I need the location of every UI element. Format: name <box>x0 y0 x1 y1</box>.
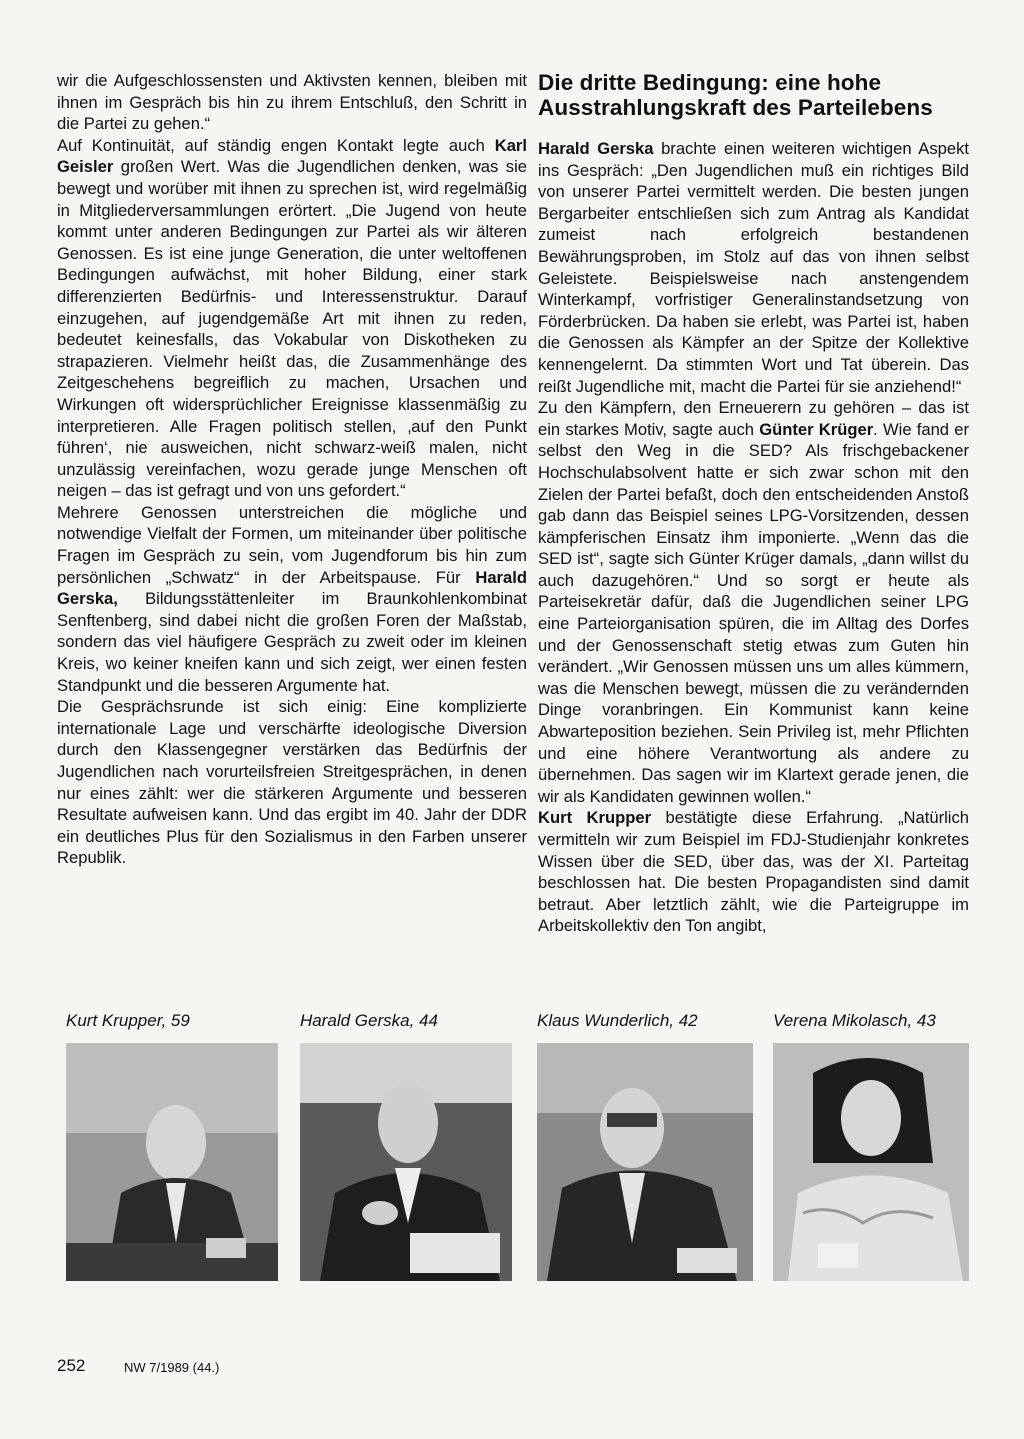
portrait-photo-1 <box>66 1043 278 1281</box>
left-column <box>57 70 527 869</box>
text-span: Auf Kontinuität, auf ständig engen Kontakt legte auch <box>57 135 495 155</box>
portrait-photo-icon <box>537 1043 753 1281</box>
left-paragraph-3 <box>57 502 527 696</box>
section-headline: Die dritte Bedingung: eine hohe Ausstrahlungskraft des Parteilebens <box>538 70 933 120</box>
left-paragraph-1: wir die Aufgeschlossensten und Aktivsten kennen, bleiben mit ihnen im Gespräch bis hin zu ihrem Entschluß, den Schritt in die Partei zu gehen.“ <box>57 71 527 134</box>
page-number: 252 <box>57 1356 86 1375</box>
person-name: Harald Gerska <box>538 139 654 158</box>
text-span: großen Wert. Was die Jugendlichen denken, was sie bewegt und worüber mit ihnen zu sprechen ist, wird regelmäßig in Mitgliederversammlungen erörtert. „Die Jugend von heute kommt unter anderen Bedingungen zur Partei als wir älteren Genossen. Es ist eine junge Generation, die unter weltoffenen Bedingungen aufwächst, mit hoher Bildung, einer stark differenzierten Bedürfnis- und Interessenstruktur. Darauf einzugehen, auf jugendgemäße Art mit ihnen zu reden, bedeutet keinesfalls, das Vokabular von Diskotheken zu strapazieren. Vielmehr heißt das, die Zusammenhänge des Zeitgeschehens begreiflich zu machen, Ursachen und Wirkungen oft widersprüchlicher Ereignisse klassenmäßig zu interpretieren. Alle Fragen politisch stellen, ‚auf den Punkt führen‘, nie ausweichen, nicht schwarz-weiß malen, nicht unzulässig vereinfachen, wozu gerade junge Menschen oft neigen – das ist gefragt und von uns gefordert.“ <box>57 157 527 501</box>
left-paragraph-2 <box>57 135 527 502</box>
text-span: brachte einen weiteren wichtigen Aspekt ins Gespräch: „Den Jugendlichen muß ein richtiges Bild von unserer Partei vermittelt werden. Die besten jungen Bergarbeiter entschließen sich zum Antrag als Kandidat zumeist nach erfolgreich bestandenen Bewährungsproben, im Stolz auf das von ihnen selbst Geleistete. Beispielsweise nach anstengendem Winterkampf, vorfristiger Generalinstandsetzung von Förderbrücken. Da haben sie erlebt, was Partei ist, haben die Genossen als Kämpfer an der Spitze der Kollektive kennengelernt. Da stimmten Wort und Tat überein. Das reißt Jugendliche mit, macht die Partei für sie anziehend!“ <box>538 139 969 396</box>
portrait-photo-icon <box>773 1043 969 1281</box>
person-name: Harald Gerska, <box>57 567 527 609</box>
text-span: Mehrere Genossen unterstreichen die mögliche und notwendige Vielfalt der Formen, um miteinander über politische Fragen im Gespräch zu sein, vom Jugendforum bis hin zum persönlichen „Schwatz“ in der Arbeitspause. Für <box>57 502 527 587</box>
text-span: bestätigte diese Erfahrung. „Natürlich vermitteln wir zum Beispiel im FDJ-Studienjahr konkretes Wissen über die SED, über das, was der XI. Parteitag beschlossen hat. Die besten Propagandisten sind damit betraut. Aber letztlich zählt, wie die Parteigruppe im Arbeitskollektiv den Ton angibt, <box>538 808 969 936</box>
right-column <box>538 70 969 937</box>
person-name: Karl Geisler <box>57 135 527 177</box>
text-span: Zu den Kämpfern, den Erneuerern zu gehören – das ist ein starkes Motiv, sagte auch <box>538 398 969 439</box>
issue-reference: NW 7/1989 (44.) <box>124 1360 220 1375</box>
right-paragraph-1 <box>538 138 969 397</box>
person-name: Kurt Krupper <box>538 808 652 828</box>
photo-caption-4: Verena Mikolasch, 43 <box>773 1011 936 1030</box>
portrait-photo-icon <box>300 1043 512 1281</box>
photo-caption-3: Klaus Wunderlich, 42 <box>537 1011 698 1030</box>
person-name: Günter Krüger <box>759 419 874 439</box>
photo-caption-1: Kurt Krupper, 59 <box>66 1011 190 1030</box>
left-paragraph-4: Die Gesprächsrunde ist sich einig: Eine komplizierte internationale Lage und verschärfte ideologische Diversion durch den Klassengegner verstärken das Bedürfnis der Jugendlichen nach vorurteilsfreien Streitgesprächen, in denen nur eines zählt: wer die stärkeren Argumente und besseren Resultate aufweisen kann. Und das ergibt im 40. Jahr der DDR ein deutliches Plus für den Sozialismus in den Farben unserer Republik. <box>57 697 527 868</box>
text-span: Bildungsstättenleiter im Braunkohlenkombinat Senftenberg, sind dabei nicht die großen Foren der Maßstab, sondern das viel häufigere Gespräch zu zweit oder im kleinen Kreis, wo keiner kneifen kann und sich zeigt, wer einen festen Standpunkt und die besseren Argumente hat. <box>57 589 527 695</box>
portrait-photo-3 <box>537 1043 753 1281</box>
right-paragraph-3 <box>538 807 969 937</box>
portrait-photo-2 <box>300 1043 512 1281</box>
right-paragraph-2 <box>538 397 969 807</box>
text-span: . Wie fand er selbst den Weg in die SED? Als frischgebackener Hochschulabsolvent hatte er sich zwar schon mit den Zielen der Partei befaßt, doch den entscheidenden Anstoß gab dann das Beispiel seines LPG-Vorsitzenden, dessen kämpferischen Einsatz ihm imponierte. „Wenn das die SED ist“, sagte sich Günter Krüger damals, „dann willst du auch dazugehören.“ Und so sorgt er heute als Parteisekretär dafür, daß die Jugendlichen seiner LPG eine Parteiorganisation spüren, die im Alltag des Dorfes und der Genossenschaft stetig etwas zum Guten hin verändert. „Wir Genossen müssen uns um alles kümmern, was die Menschen bewegt, müssen die zu verändernden Dinge voranbringen. Ein Kommunist kann keine Abwarteposition beziehen. Sein Privileg ist, mehr Pflichten und eine höhere Verantwortung als andere zu übernehmen. Das sagen wir im Klartext gerade jenen, die wir als Kandidaten gewinnen wollen.“ <box>538 419 969 806</box>
portrait-photo-icon <box>66 1043 278 1281</box>
portrait-photo-4 <box>773 1043 969 1281</box>
photo-caption-2: Harald Gerska, 44 <box>300 1011 438 1030</box>
